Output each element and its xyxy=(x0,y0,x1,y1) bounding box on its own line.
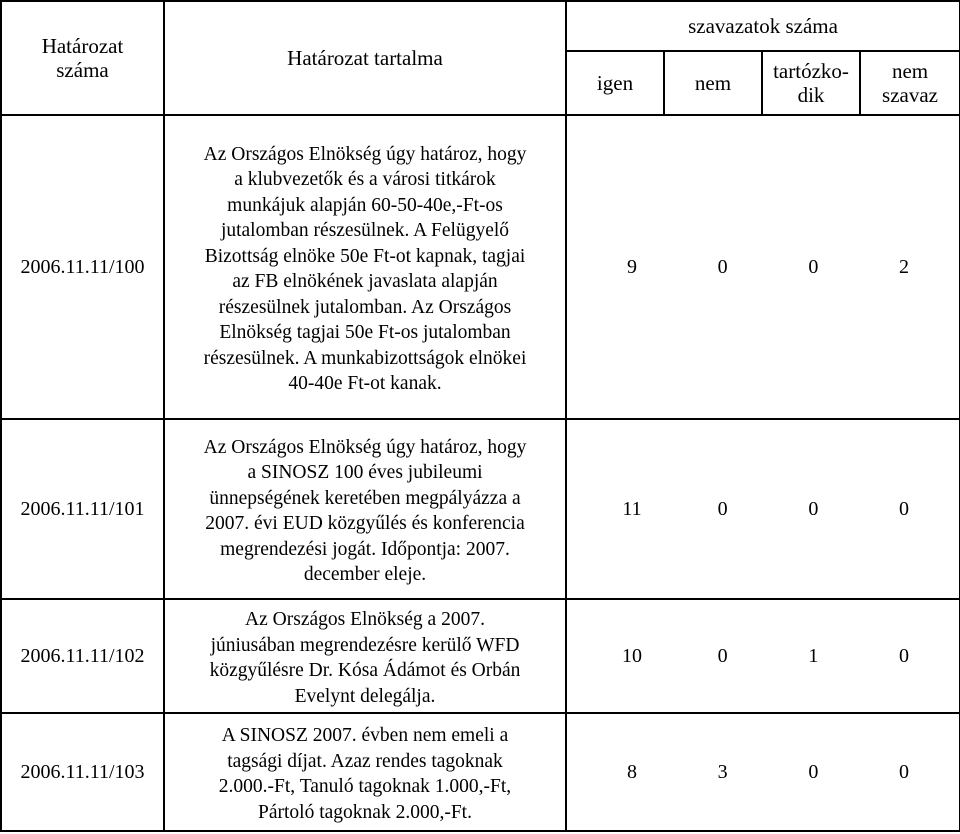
vote-no-vote: 0 xyxy=(899,497,910,520)
resolution-content xyxy=(164,599,566,713)
vote-no: 3 xyxy=(717,760,728,783)
content-line: Bizottság elnöke 50e Ft-ot kapnak, tagjai xyxy=(204,245,526,267)
header-resolution-content xyxy=(164,1,566,115)
vote-abstain: 0 xyxy=(808,760,819,783)
vote-yes: 10 xyxy=(622,644,642,667)
resolution-number: 2006.11.11/100 xyxy=(1,115,164,419)
content-line: december eleje. xyxy=(303,564,427,585)
content-line: ünnepségének keretében megpályázza a xyxy=(209,487,521,509)
content-line: megrendezési jogát. Időpontja: 2007. xyxy=(220,538,510,560)
header-number-line-2: száma xyxy=(56,58,109,82)
vote-no: 0 xyxy=(717,497,728,520)
vote-no-vote: 2 xyxy=(899,255,910,278)
header-votes-abstain xyxy=(762,51,860,115)
header-content-label: Határozat tartalma xyxy=(287,46,443,70)
vote-abstain: 1 xyxy=(808,644,819,667)
vote-yes: 11 xyxy=(622,497,642,520)
header-votes-no-label: nem xyxy=(694,71,732,95)
header-votes-no xyxy=(664,51,762,115)
content-line: részesülnek. A munkabizottságok elnökei xyxy=(203,347,527,369)
header-abstain-line-1: tartózko- xyxy=(773,59,849,83)
header-votes-label: szavazatok száma xyxy=(688,14,838,38)
content-line: részesülnek jutalomban. Az Országos xyxy=(218,296,512,318)
vote-counts xyxy=(566,713,960,831)
vote-counts xyxy=(566,115,960,419)
header-novote-line-1: nem xyxy=(891,59,929,83)
content-line: munkájuk alapján 60-50-40e,-Ft-os xyxy=(227,194,503,216)
header-votes-no-vote xyxy=(860,51,960,115)
header-abstain-line-2: dik xyxy=(797,83,825,107)
resolution-number: 2006.11.11/101 xyxy=(1,419,164,599)
vote-yes: 9 xyxy=(627,255,637,278)
table-row xyxy=(1,115,960,419)
content-line: Elnökség tagjai 50e Ft-os jutalomban xyxy=(219,322,511,343)
resolution-content xyxy=(164,419,566,599)
table-row xyxy=(1,713,960,831)
content-line: tagsági díjat. Azaz rendes tagoknak xyxy=(227,750,503,772)
content-line: 40-40e Ft-ot kanak. xyxy=(288,373,442,394)
content-line: közgyűlésre Dr. Kósa Ádámot és Orbán xyxy=(209,660,521,681)
vote-no-vote: 0 xyxy=(899,760,910,783)
resolution-number: 2006.11.11/102 xyxy=(1,599,164,713)
content-line: jutalomban részesülnek. A Felügyelő xyxy=(220,220,510,241)
content-line: júniusában megrendezésre kerülő WFD xyxy=(210,634,520,656)
content-line: A SINOSZ 2007. évben nem emeli a xyxy=(221,725,509,746)
header-number-line-1: Határozat xyxy=(41,34,124,58)
table-row xyxy=(1,599,960,713)
vote-no-vote: 0 xyxy=(899,644,910,667)
vote-counts xyxy=(566,599,960,713)
content-line: a klubvezetők és a városi titkárok xyxy=(234,169,496,190)
resolution-content xyxy=(164,713,566,831)
header-votes-yes-label: igen xyxy=(596,71,634,95)
header-votes xyxy=(566,1,960,51)
header-resolution-number xyxy=(1,1,164,115)
header-novote-line-2: szavaz xyxy=(882,83,938,107)
resolution-content xyxy=(164,115,566,419)
vote-no: 0 xyxy=(717,644,728,667)
content-line: 2.000.-Ft, Tanuló tagoknak 1.000,-Ft, xyxy=(218,776,512,797)
vote-abstain: 0 xyxy=(808,255,819,278)
table-row xyxy=(1,419,960,599)
vote-no: 0 xyxy=(717,255,728,278)
content-line: Az Országos Elnökség a 2007. xyxy=(245,609,485,630)
content-line: 2007. évi EUD közgyűlés és konferencia xyxy=(205,513,525,534)
content-line: Az Országos Elnökség úgy határoz, hogy xyxy=(203,436,527,458)
resolution-number: 2006.11.11/103 xyxy=(1,713,164,831)
content-line: a SINOSZ 100 éves jubileumi xyxy=(247,462,483,483)
content-line: az FB elnökének javaslata alapján xyxy=(232,271,498,292)
content-line: Evelynt delegálja. xyxy=(294,685,436,707)
header-votes-yes xyxy=(566,51,664,115)
vote-yes: 8 xyxy=(627,760,637,783)
content-line: Az Országos Elnökség úgy határoz, hogy xyxy=(203,143,527,165)
vote-counts xyxy=(566,419,960,599)
vote-abstain: 0 xyxy=(808,497,819,520)
content-line: Pártoló tagoknak 2.000,-Ft. xyxy=(258,801,472,823)
